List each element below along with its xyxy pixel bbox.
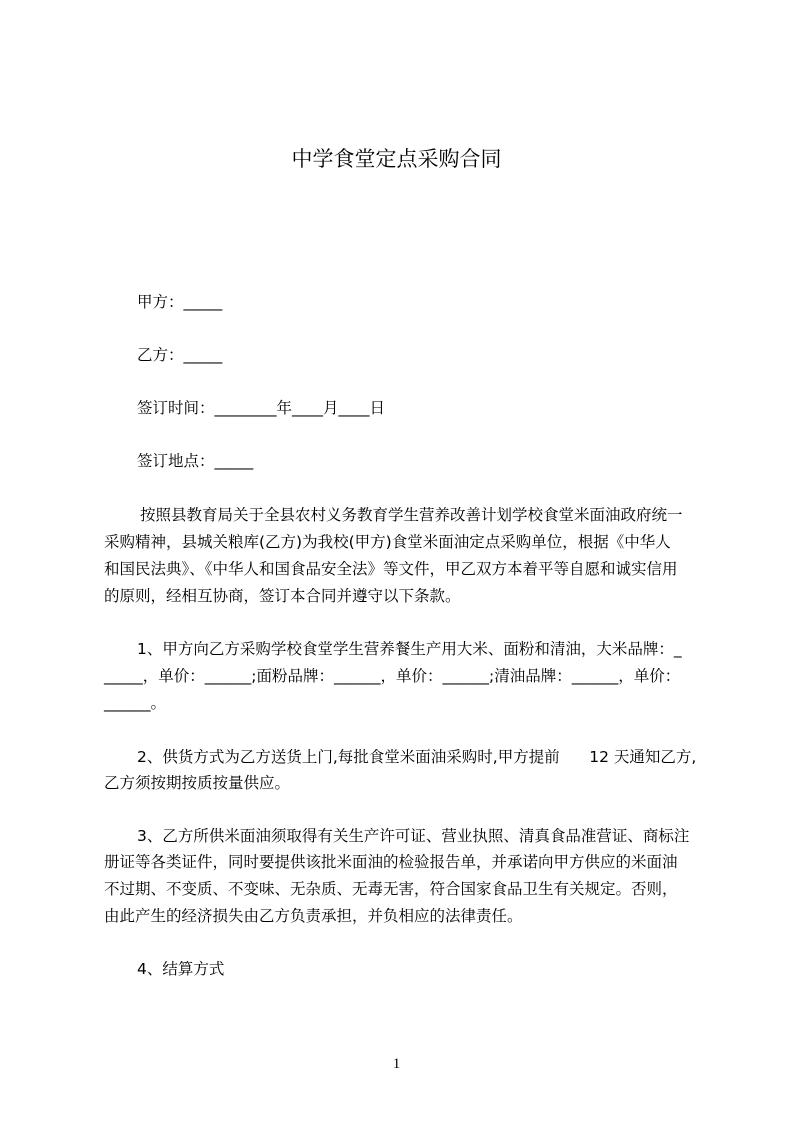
sign-time-field: 签订时间：________年____月____日 [137,399,386,417]
clause4-heading: 4、结算方式 [137,960,225,978]
clause1-line: _____，单价：______;面粉品牌：______，单价：______;清油品牌：______，单价： [104,667,681,685]
page-number: 1 [392,1056,401,1072]
intro-line: 和国民法典》、《中华人和国食品安全法》等文件，甲乙双方本着平等自愿和诚实信用 [104,560,678,578]
clause1-line: 1、甲方向乙方采购学校食堂学生营养餐生产用大米、面粉和清油，大米品牌：_ [137,640,682,658]
intro-line: 按照县教育局关于全县农村义务教育学生营养改善计划学校食堂米面油政府统一 [140,506,683,524]
intro-line: 的原则，经相互协商，签订本合同并遵守以下条款。 [104,587,461,605]
clause2-line: 乙方须按期按质按量供应。 [104,774,291,792]
clause3-line: 册证等各类证件，同时要提供该批米面油的检验报告单，并承诺向甲方供应的米面油 [104,853,678,871]
clause3-line: 不过期、不变质、不变味、无杂质、无毒无害，符合国家食品卫生有关规定。否则， [104,880,678,898]
clause3-line: 由此产生的经济损失由乙方负责承担，并负相应的法律责任。 [104,907,523,925]
sign-place-field: 签订地点：_____ [137,452,254,470]
clause1-line: ______。 [104,694,167,712]
party-a-field: 甲方：_____ [137,293,223,311]
clause2-line: 2、供货方式为乙方送货上门,每批食堂米面油采购时,甲方提前 12 天通知乙方, [137,748,697,766]
document-title: 中学食堂定点采购合同 [291,147,502,171]
clause3-line: 3、乙方所供米面油须取得有关生产许可证、营业执照、清真食品准营证、商标注 [137,827,690,845]
intro-line: 采购精神，县城关粮库(乙方)为我校(甲方)食堂米面油定点采购单位，根据《中华人 [104,533,671,551]
party-b-field: 乙方：_____ [137,346,223,364]
